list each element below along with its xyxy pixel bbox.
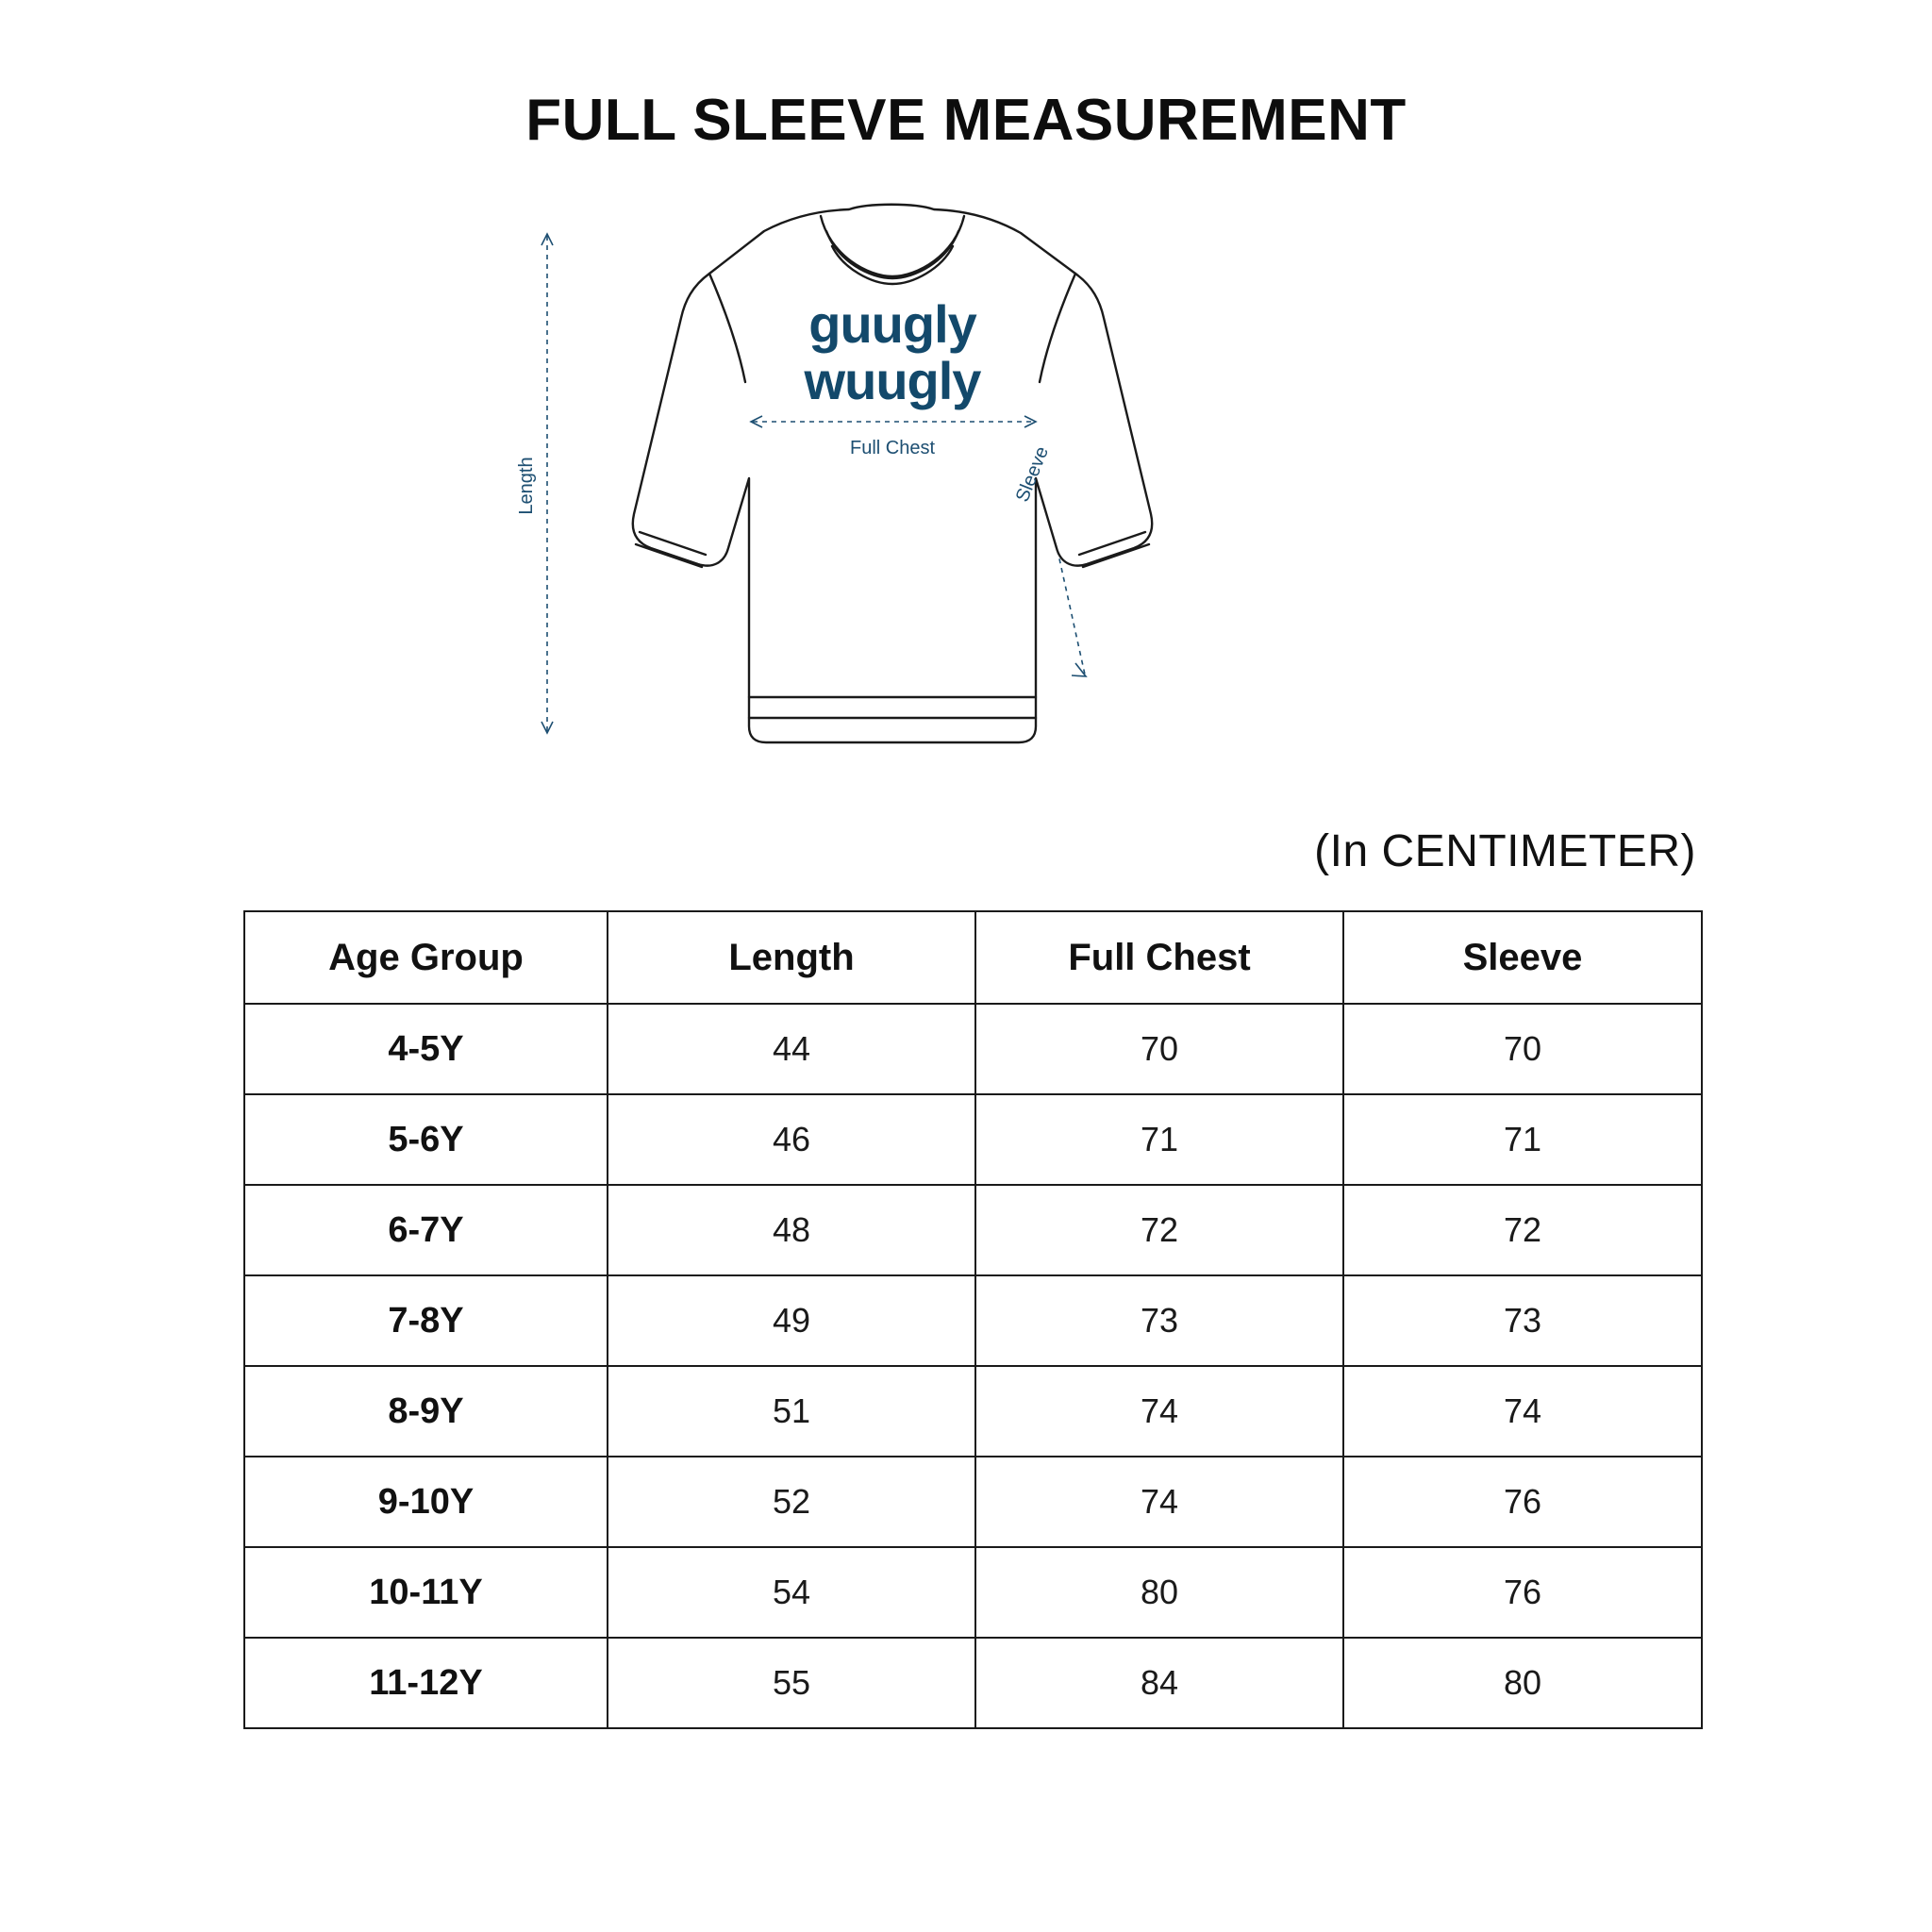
cell-age: 8-9Y [244,1366,608,1457]
cell-chest: 84 [975,1638,1343,1728]
cell-chest: 73 [975,1275,1343,1366]
cell-sleeve: 72 [1343,1185,1702,1275]
cell-chest: 70 [975,1004,1343,1094]
garment-illustration [509,203,1453,769]
cell-age: 4-5Y [244,1004,608,1094]
sleeve-label: Sleeve [1011,443,1054,506]
column-header-length: Length [608,911,975,1004]
cell-chest: 72 [975,1185,1343,1275]
table-row [244,1638,1702,1728]
cell-age: 5-6Y [244,1094,608,1185]
cell-sleeve: 70 [1343,1004,1702,1094]
table-row [244,1457,1702,1547]
cell-length: 55 [608,1638,975,1728]
cell-chest: 74 [975,1457,1343,1547]
cell-length: 48 [608,1185,975,1275]
cell-sleeve: 71 [1343,1094,1702,1185]
column-header-sleeve: Sleeve [1343,911,1702,1004]
cell-length: 51 [608,1366,975,1457]
cell-sleeve: 76 [1343,1547,1702,1638]
size-table [243,910,1703,1729]
chest-label: Full Chest [849,438,936,458]
cell-sleeve: 74 [1343,1366,1702,1457]
cell-age: 9-10Y [244,1457,608,1547]
table-row [244,1275,1702,1366]
column-header-full-chest: Full Chest [975,911,1343,1004]
length-dimension [541,234,553,733]
brand-wordmark-line2: wuugly [804,351,981,410]
cell-sleeve: 80 [1343,1638,1702,1728]
cell-age: 10-11Y [244,1547,608,1638]
table-row [244,1366,1702,1457]
cell-sleeve: 76 [1343,1457,1702,1547]
cell-chest: 80 [975,1547,1343,1638]
cell-chest: 74 [975,1366,1343,1457]
cell-age: 6-7Y [244,1185,608,1275]
cell-sleeve: 73 [1343,1275,1702,1366]
sweatshirt-drawing [633,205,1152,742]
table-row [244,1547,1702,1638]
column-header-age-group: Age Group [244,911,608,1004]
cell-age: 11-12Y [244,1638,608,1728]
cell-length: 46 [608,1094,975,1185]
cell-length: 52 [608,1457,975,1547]
cell-length: 54 [608,1547,975,1638]
cell-length: 44 [608,1004,975,1094]
table-header-row [244,911,1702,1004]
table-row [244,1185,1702,1275]
unit-caption: (In CENTIMETER) [1314,826,1696,876]
page-title: FULL SLEEVE MEASUREMENT [525,88,1407,153]
brand-wordmark-line1: guugly [808,294,976,354]
table-row [244,1004,1702,1094]
cell-length: 49 [608,1275,975,1366]
size-table-wrapper [243,910,1701,1729]
cell-age: 7-8Y [244,1275,608,1366]
table-row [244,1094,1702,1185]
cell-chest: 71 [975,1094,1343,1185]
length-label: Length [516,457,537,515]
